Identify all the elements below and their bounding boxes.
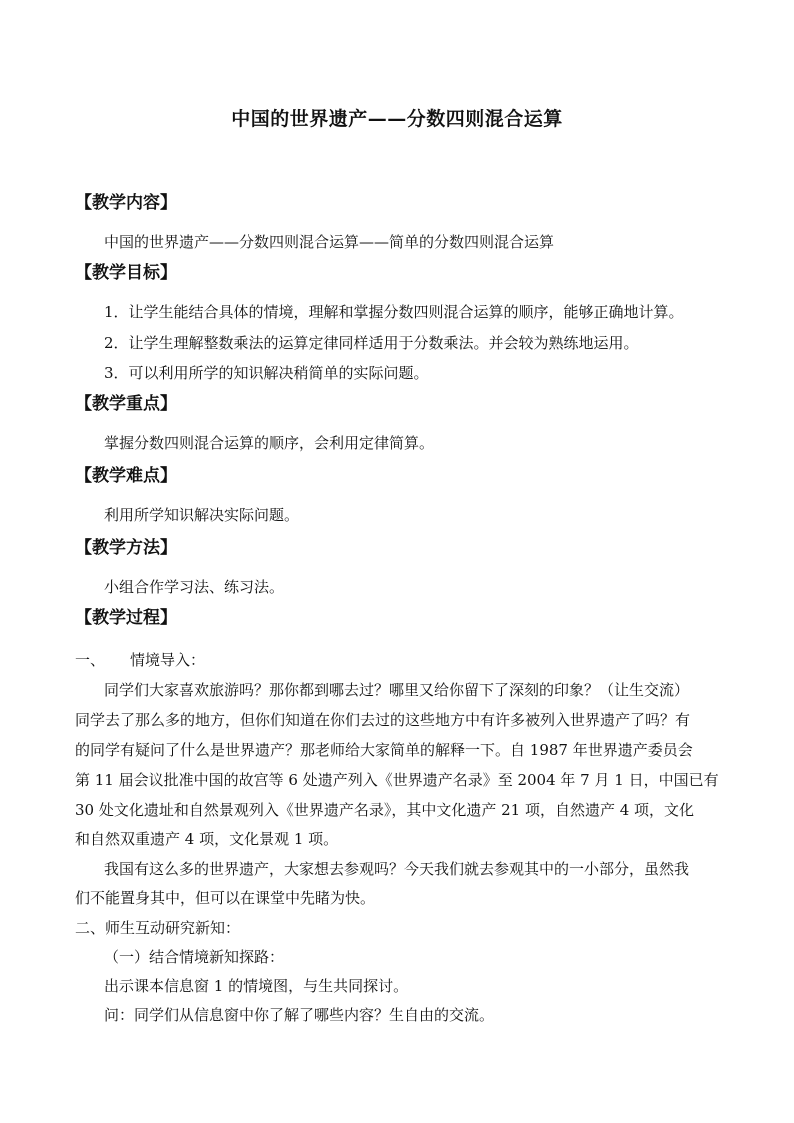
- process-sub1: （一）结合情境新知探路：: [104, 948, 285, 966]
- para2-line-1: 我国有这么多的世界遗产，大家想去参观吗？今天我们就去参观其中的一小部分，虽然我: [104, 860, 690, 878]
- heading-teaching-method: 【教学方法】: [75, 538, 177, 558]
- document-title: 中国的世界遗产——分数四则混合运算: [231, 108, 563, 130]
- para1-line-1: 同学们大家喜欢旅游吗？那你都到哪去过？哪里又给你留下了深刻的印象？（让生交流）: [104, 681, 690, 699]
- process-show-line: 出示课本信息窗 1 的情境图，与生共同探讨。: [104, 977, 409, 995]
- teaching-method-text: 小组合作学习法、练习法。: [104, 578, 285, 596]
- teaching-difficulty-text: 利用所学知识解决实际问题。: [104, 506, 300, 524]
- teaching-content-text: 中国的世界遗产——分数四则混合运算——简单的分数四则混合运算: [104, 233, 555, 251]
- para2-line-2: 们不能置身其中，但可以在课堂中先睹为快。: [75, 889, 376, 907]
- process-step1-number: 一、: [75, 651, 106, 669]
- para1-line-2: 同学去了那么多的地方，但你们知道在你们去过的这些地方中有许多被列入世界遗产了吗？有: [75, 711, 691, 729]
- para1-line-5: 30 处文化遗址和自然景观列入《世界遗产名录》，其中文化遗产 21 项，自然遗产 4 项，文化: [75, 801, 695, 819]
- para1-line-3: 的同学有疑问了什么是世界遗产？那老师给大家简单的解释一下。自 1987 年世界遗产委员会: [75, 741, 693, 759]
- para1-line-6: 和自然双重遗产 4 项，文化景观 1 项。: [75, 830, 339, 848]
- heading-teaching-goals: 【教学目标】: [75, 263, 177, 283]
- process-ask-line: 问：同学们从信息窗中你了解了哪些内容？生自由的交流。: [104, 1006, 495, 1024]
- process-step2: 二、师生互动研究新知：: [75, 919, 241, 937]
- heading-teaching-content: 【教学内容】: [75, 193, 177, 213]
- goal-item-2: 2．让学生理解整数乘法的运算定律同样适用于分数乘法。并会较为熟练地运用。: [104, 334, 639, 352]
- goal-item-1: 1．让学生能结合具体的情境，理解和掌握分数四则混合运算的顺序，能够正确地计算。: [104, 303, 684, 321]
- para1-line-4: 第 11 届会议批准中国的故宫等 6 处遗产列入《世界遗产名录》至 2004 年 7 月 1 日，中国已有: [75, 771, 719, 789]
- teaching-key-text: 掌握分数四则混合运算的顺序，会利用定律简算。: [104, 434, 435, 452]
- goal-item-3: 3．可以利用所学的知识解决稍简单的实际问题。: [104, 364, 429, 382]
- heading-teaching-difficulty: 【教学难点】: [75, 466, 177, 486]
- heading-teaching-key: 【教学重点】: [75, 394, 177, 414]
- process-step1-label: 情境导入：: [130, 651, 206, 669]
- heading-teaching-process: 【教学过程】: [75, 608, 177, 628]
